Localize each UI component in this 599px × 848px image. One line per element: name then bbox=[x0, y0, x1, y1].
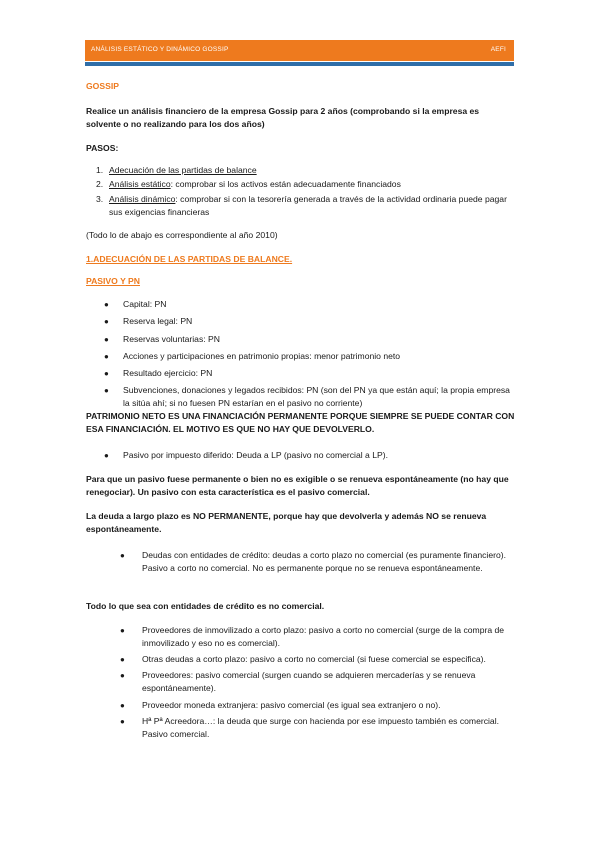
year-note: (Todo lo de abajo es correspondiente al año 2010) bbox=[86, 230, 278, 240]
list-item: ● Hª Pª Acreedora…: la deuda que surge con hacienda por ese impuesto también es comercial. Pasivo comercial. bbox=[120, 715, 499, 739]
step-text: : comprobar si con la tesorería generada a través de la actividad ordinaria puede pagar sus exigencias financieras bbox=[109, 194, 507, 217]
permanent-paragraph: Para que un pasivo fuese permanente o bien no es exigible o se renueva espontáneamente (no hay que renegociar). Un pasivo con esta característica es el pasivo comercial. bbox=[86, 474, 509, 497]
step-title: Análisis estático bbox=[109, 179, 171, 189]
bullet-icon: ● bbox=[120, 716, 125, 726]
step-number: 2. bbox=[96, 179, 104, 189]
credit-paragraph: Todo lo que sea con entidades de crédito es no comercial. bbox=[86, 601, 325, 611]
list-item: ● Capital: PN bbox=[104, 299, 167, 309]
list-item: ● Acciones y participaciones en patrimonio propias: menor patrimonio neto bbox=[104, 350, 401, 361]
step-item bbox=[86, 178, 516, 191]
list-item: ● Resultado ejercicio: PN bbox=[104, 368, 213, 379]
bullet-icon: ● bbox=[104, 317, 109, 327]
step-text: : comprobar si los activos están adecuadamente financiados bbox=[170, 179, 401, 189]
bullet-icon: ● bbox=[104, 451, 109, 460]
header-divider bbox=[85, 62, 514, 66]
step-number: 1. bbox=[96, 165, 104, 175]
bullet-icon: ● bbox=[120, 700, 125, 710]
list-item: ● Reservas voluntarias: PN bbox=[104, 333, 220, 344]
long-term-paragraph: La deuda a largo plazo es NO PERMANENTE, porque hay que devolverla y además NO se renueva espontáneamente. bbox=[86, 511, 487, 534]
bullet-icon: ● bbox=[120, 655, 125, 665]
step-item bbox=[86, 164, 516, 177]
short-term-list bbox=[86, 624, 516, 744]
intro-paragraph: Realice un análisis financiero de la empresa Gossip para 2 años (comprobando si la empresa es solvente o no realizando para los dos años) bbox=[86, 106, 480, 129]
list-item: ● Proveedores de inmovilizado a corto plazo: pasivo a corto no comercial (surge de la compra de inmovilizado y eso no es comercial). bbox=[120, 625, 505, 648]
list-item: ● Proveedor moneda extranjera: pasivo comercial (es igual sea extranjero o no). bbox=[120, 699, 441, 710]
pn-list bbox=[86, 298, 516, 415]
header-title: ANÁLISIS ESTÁTICO Y DINÁMICO GOSSIP bbox=[91, 46, 229, 53]
bullet-icon: ● bbox=[104, 369, 109, 379]
section-heading: 1.ADECUACIÓN DE LAS PARTIDAS DE BALANCE. bbox=[86, 254, 293, 264]
pn-statement: PATRIMONIO NETO ES UNA FINANCIACIÓN PERMANENTE PORQUE SIEMPRE SE PUEDE CONTAR CON ESA FINANCIACIÓN. EL MOTIVO ES QUE NO HAY QUE DEVOLVERLO. bbox=[86, 411, 515, 434]
list-item: ● Deudas con entidades de crédito: deudas a corto plazo no comercial (es puramente financiero). Pasivo a corto no comercial. No es permanente porque no se renueva espontáneamente. bbox=[120, 550, 507, 573]
bullet-icon: ● bbox=[120, 671, 125, 681]
bullet-icon: ● bbox=[104, 351, 109, 361]
bullet-icon: ● bbox=[120, 551, 125, 560]
list-item: ● Reserva legal: PN bbox=[104, 316, 193, 327]
step-title: Adecuación de las partidas de balance bbox=[109, 165, 257, 175]
document-title: GOSSIP bbox=[86, 81, 119, 91]
bullet-icon: ● bbox=[104, 300, 109, 309]
header-subject: AEFI bbox=[490, 46, 506, 53]
list-item: ● Subvenciones, donaciones y legados recibidos: PN (son del PN ya que están aquí; la propia empresa la sitúa ahí; si no fuesen PN estarían en el pasivo no corriente) bbox=[104, 385, 510, 409]
steps-list bbox=[86, 164, 516, 219]
list-item: ● Proveedores: pasivo comercial (surgen cuando se adquieren mercaderías y se renueva espontáneamente). bbox=[120, 670, 476, 694]
pasos-label: PASOS: bbox=[86, 143, 119, 153]
step-number: 3. bbox=[96, 194, 104, 204]
bullet-icon: ● bbox=[120, 626, 125, 635]
list-item: ● Pasivo por impuesto diferido: Deuda a LP (pasivo no comercial a LP). bbox=[104, 450, 388, 460]
deferred-list bbox=[86, 449, 516, 466]
step-item bbox=[86, 193, 516, 219]
bullet-icon: ● bbox=[104, 386, 109, 396]
subsection-heading: PASIVO Y PN bbox=[86, 276, 140, 286]
page-header bbox=[85, 40, 514, 61]
list-item: ● Otras deudas a corto plazo: pasivo a corto no comercial (si fuese comercial se especifica). bbox=[120, 654, 486, 665]
bullet-icon: ● bbox=[104, 334, 109, 344]
step-title: Análisis dinámico bbox=[109, 194, 176, 204]
credit-list bbox=[86, 549, 516, 578]
